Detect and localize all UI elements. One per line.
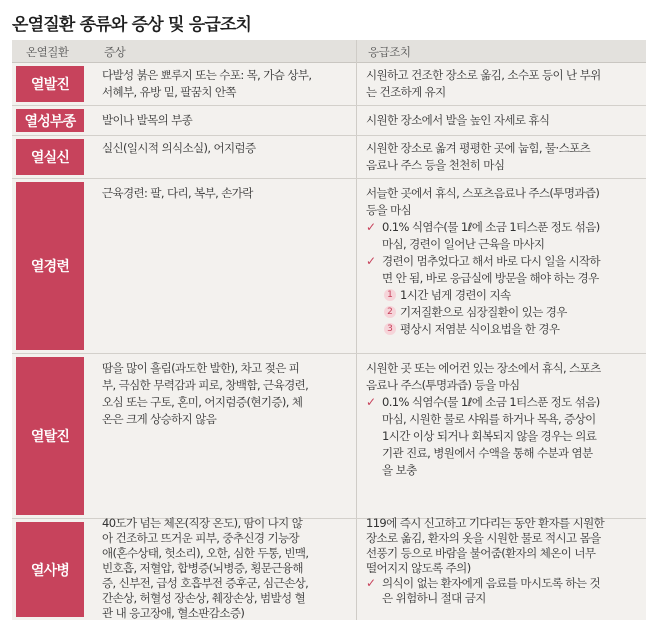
table-header: [12, 40, 646, 63]
symptoms-cell: [102, 140, 348, 157]
aid-line: 장소로 옮김, 환자의 옷을 시원한 물로 적시고 몸을: [366, 531, 601, 545]
first-aid-cell: [366, 67, 638, 101]
case-line: 평상시 저염분 식이요법을 한 경우: [400, 322, 560, 336]
numbered-case: [366, 304, 638, 321]
table-row-heat-stroke: [12, 516, 646, 620]
table-row-heat-exhaustion: [12, 354, 646, 519]
aid-line: 선풍기 등으로 바람을 불어줌(환자의 체온이 너무: [366, 546, 596, 560]
symptom-line: 아 건조하고 뜨거운 피부, 중추신경 기능장: [102, 531, 299, 545]
check-item: [366, 219, 638, 253]
aid-line: 등을 마심: [366, 203, 412, 217]
aid-line: 의식이 없는 환자에게 음료를 마시도록 하는 것: [382, 576, 601, 590]
check-icon: ✓: [366, 254, 376, 268]
check-icon: ✓: [366, 395, 376, 409]
number-badge: 2: [384, 306, 396, 318]
aid-line: 시원한 장소에서 발을 높인 자세로 휴식: [366, 113, 550, 127]
number-badge: 3: [384, 323, 396, 335]
symptom-line: 다발성 붉은 뾰루지 또는 수포: 목, 가슴 상부,: [102, 68, 312, 82]
symptom-line: 관 내 응고장애, 혈소판감소증): [102, 606, 245, 620]
check-item: [366, 253, 638, 287]
header-disease: 온열질환: [26, 45, 69, 59]
symptoms-cell: [102, 185, 348, 202]
symptom-line: 빈호흡, 저혈압, 합병증(뇌병증, 횡문근융해: [102, 561, 303, 575]
symptom-line: 발이나 발목의 부종: [102, 113, 193, 127]
symptom-line: 부, 극심한 무력감과 피로, 창백함, 근육경련,: [102, 378, 309, 392]
symptoms-cell: [102, 360, 348, 428]
aid-line: 경련이 멈추었다고 해서 바로 다시 일을 시작하: [382, 254, 601, 268]
symptom-line: 땀을 많이 흘림(과도한 발한), 차고 젖은 피: [102, 361, 300, 375]
numbered-case: [366, 321, 638, 338]
first-aid-cell: [366, 140, 638, 174]
aid-line: 1시간 이상 되거나 회복되지 않을 경우는 의료: [382, 429, 597, 443]
symptom-line: 오심 또는 구토, 혼미, 어지럼증(현기증), 체: [102, 395, 303, 409]
aid-line: 음료나 주스 등을 천천히 마심: [366, 158, 505, 172]
first-aid-cell: [366, 516, 638, 606]
symptoms-cell: [102, 112, 348, 129]
symptom-line: 근육경련: 팔, 다리, 복부, 손가락: [102, 186, 253, 200]
disease-label: 열실신: [16, 139, 84, 175]
check-icon: ✓: [366, 220, 376, 234]
aid-line: 음료나 주스(투명과즙) 등을 마심: [366, 378, 520, 392]
check-icon: ✓: [366, 576, 376, 590]
case-line: 기저질환으로 심장질환이 있는 경우: [400, 305, 567, 319]
number-badge: 1: [384, 289, 396, 301]
aid-line: 기관 진료, 병원에서 수액을 통해 수분과 염분: [382, 446, 593, 460]
aid-line: 는 건조하게 유지: [366, 85, 446, 99]
aid-line: 시원한 곳 또는 에어컨 있는 장소에서 휴식, 스포츠: [366, 361, 601, 375]
table-row-heat-rash: [12, 63, 646, 106]
first-aid-cell: [366, 360, 638, 479]
symptom-line: 간손상, 허혈성 장손상, 췌장손상, 범발성 혈: [102, 591, 306, 605]
first-aid-cell: [366, 185, 638, 338]
disease-label: 열탈진: [16, 357, 84, 515]
aid-line: 을 보충: [382, 463, 417, 477]
symptom-line: 실신(일시적 의식소실), 어지럼증: [102, 141, 256, 155]
disease-label: 열발진: [16, 66, 84, 102]
symptom-line: 40도가 넘는 체온(직장 온도), 땀이 나지 않: [102, 516, 303, 530]
symptom-line: 온은 크게 상승하지 않음: [102, 412, 217, 426]
aid-line: 0.1% 식염수(물 1ℓ에 소금 1티스푼 정도 섞음): [382, 220, 600, 234]
disease-label: 열경련: [16, 182, 84, 350]
first-aid-cell: [366, 112, 638, 129]
aid-line: 은 위험하니 절대 금지: [382, 591, 486, 605]
disease-label: 열사병: [16, 522, 84, 617]
table-row-heat-edema: [12, 106, 646, 136]
symptom-line: 증, 신부전, 급성 호흡부전 증후군, 심근손상,: [102, 576, 309, 590]
table-row-heat-cramps: [12, 179, 646, 354]
symptoms-cell: [102, 516, 348, 621]
check-item: [366, 394, 638, 479]
heat-illness-table: [12, 40, 646, 620]
aid-line: 시원하고 건조한 장소로 옮김, 소수포 등이 난 부위: [366, 68, 601, 82]
case-line: 1시간 넘게 경련이 지속: [400, 288, 511, 302]
disease-label: 열성부종: [16, 109, 84, 132]
aid-line: 0.1% 식염수(물 1ℓ에 소금 1티스푼 정도 섞음): [382, 395, 600, 409]
table-row-heat-syncope: [12, 136, 646, 179]
symptoms-cell: [102, 67, 348, 101]
aid-line: 시원한 장소로 옮겨 평평한 곳에 눕힘, 물·스포츠: [366, 141, 591, 155]
header-first-aid: 응급조치: [368, 45, 411, 59]
aid-line: 119에 즉시 신고하고 기다리는 동안 환자를 시원한: [366, 516, 605, 530]
aid-line: 면 안 됨, 바로 응급실에 방문을 해야 하는 경우: [382, 271, 599, 285]
symptom-line: 애(혼수상태, 헛소리), 오한, 심한 두통, 빈맥,: [102, 546, 309, 560]
numbered-case: [366, 287, 638, 304]
page-title: 온열질환 종류와 증상 및 응급조치: [12, 15, 252, 35]
aid-line: 마심, 시원한 물로 샤워를 하거나 목욕, 증상이: [382, 412, 596, 426]
aid-line: 떨어지지 않도록 주의): [366, 561, 471, 575]
aid-line: 마심, 경련이 일어난 근육을 마사지: [382, 237, 545, 251]
check-item: [366, 576, 638, 606]
header-symptoms: 증상: [104, 45, 126, 59]
symptom-line: 서혜부, 유방 밑, 팔꿈치 안쪽: [102, 85, 236, 99]
aid-line: 서늘한 곳에서 휴식, 스포츠음료나 주스(투명과즙): [366, 186, 600, 200]
